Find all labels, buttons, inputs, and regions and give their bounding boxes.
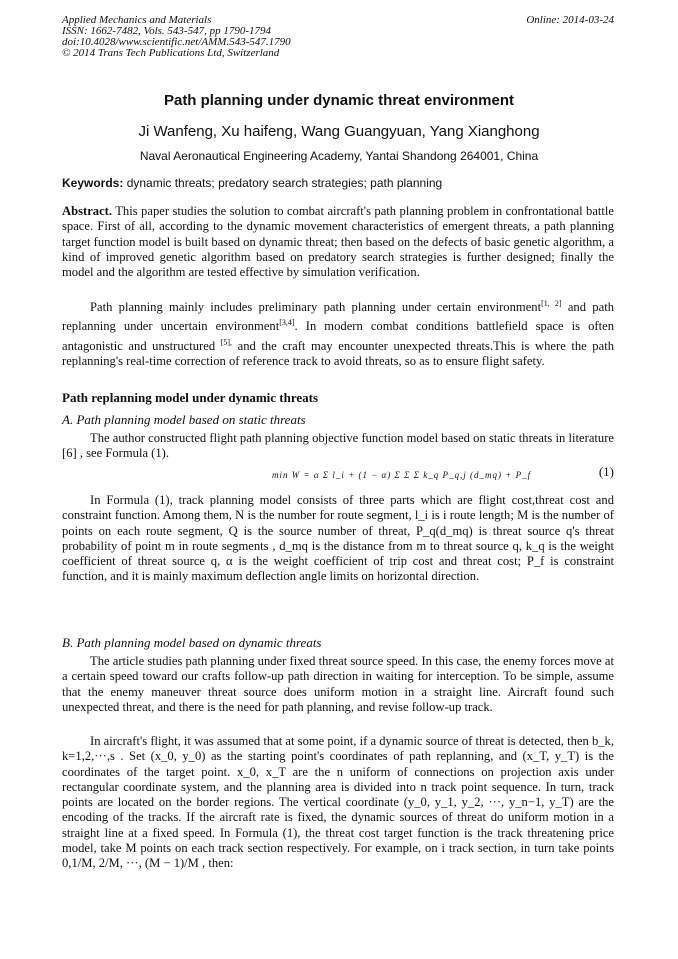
intro-text-3: . In modern combat conditions battlefield space is often antagonistic and unstructured (62, 319, 614, 354)
subsection-b-heading: B. Path planning model based on dynamic threats (62, 635, 322, 650)
intro-text-1: Path planning mainly includes preliminary path planning under certain environment (90, 300, 542, 315)
citation-2: [3,4] (279, 318, 295, 328)
journal-header (62, 15, 291, 59)
keywords-text: dynamic threats; predatory search strategies; path planning (126, 176, 443, 190)
affiliation: Naval Aeronautical Engineering Academy, Yantai Shandong 264001, China (139, 149, 539, 163)
online-date: Online: 2014-03-24 (526, 14, 614, 26)
keywords (62, 176, 442, 190)
subsection-a-heading: A. Path planning model based on static threats (62, 412, 306, 427)
paragraph-b2: In aircraft's flight, it was assumed that at some point, if a dynamic source of threat is detected, then b_k, k=1,2,···,s . Set (x_0, y_0) as the starting point's coordinates of path replanning, and (x_T, y_T) is the coordinates of the target point. x_0, x_T are the n uniform of connections on projection axis under rectangular coordinate system, and the planning area is divided into n track point sequence. In turn, track points are located on the border regions. The vertical coordinate (y_0, y_1, y_2, ···, y_n−1, y_T) are the encoding of the tracks. If the aircraft rate is fixed, the dynamic sources of threat do uniform motion in a straight line at a fixed speed. In Formula (1), the threat cost target function is the track threatening price model, take M points on each track section respectively. For example, on i track section, in turn take points 0,1/M, 2/M, ···, (M − 1)/M , then: (62, 734, 614, 871)
paragraph-a2: In Formula (1), track planning model consists of three parts which are flight cost,threat cost and constraint function. Among them, N is the number for route segment, l_i is i route length; M is the number of points on each route segment, Q is the source number of threat, P_q(d_mq) is threat source q's threat probability of point m in route segments , d_mq is the distance from m to threat source q, k_q is the weight coefficient of threat source q, α is the weight coefficient of trip cost and threat cost; P_f is constraint function, and it is mainly maximum deflection angle limits on horizontal direction. (62, 493, 614, 584)
citation-1: [1, 2] (541, 299, 562, 308)
keywords-label: Keywords: (62, 176, 124, 190)
formula-body: min W = α Σ l_i + (1 − α) Σ Σ Σ k_q P_q,j (d_mq) + P_f (272, 470, 532, 480)
paragraph-a: The author constructed flight path planning objective function model based on static threats in literature [6] , see Formula (1). (62, 431, 614, 461)
abstract (62, 204, 614, 280)
paper-title: Path planning under dynamic threat environment (163, 92, 515, 109)
formula-1 (62, 464, 614, 484)
section-heading: Path replanning model under dynamic threats (62, 390, 319, 405)
intro-paragraph (62, 296, 614, 370)
authors: Ji Wanfeng, Xu haifeng, Wang Guangyuan, Yang Xianghong (138, 123, 540, 140)
doi: doi:10.4028/www.scientific.net/AMM.543-547.1790 (62, 36, 291, 48)
citation-3: [5], (220, 337, 233, 347)
formula-number: (1) (598, 464, 614, 479)
issn: ISSN: 1662-7482, Vols. 543-547, pp 1790-1794 (62, 25, 271, 37)
journal-name: Applied Mechanics and Materials (62, 14, 212, 26)
abstract-text: This paper studies the solution to combat aircraft's path planning problem in confrontational battle space. First of all, according to the dynamic movement characteristics of emergent threats, a path planning target function model is built based on dynamic threat; then based on the defects of basic genetic algorithm, a kind of improved genetic algorithm based on predatory search strategies is further designed; finally the model and the algorithm are tested effective by simulation verification. (62, 204, 614, 280)
copyright: © 2014 Trans Tech Publications Ltd, Switzerland (62, 47, 280, 59)
intro-text-4: and the craft may encounter unexpected threats.This is where the path replanning's real-time correction of reference track to avoid threats, so as to ensure flight safety. (62, 339, 614, 369)
paragraph-b1: The article studies path planning under fixed threat source speed. In this case, the enemy forces move at a certain speed toward our crafts follow-up path direction in waiting for interception. To be simple, assume that the enemy maneuver threat source does uniform motion in a straight line. Aircraft found such unexpected threat, and there is the need for path planning, and revise follow-up track. (62, 654, 614, 714)
intro-text-2: and path replanning under uncertain environment (62, 300, 614, 334)
abstract-label: Abstract. (62, 204, 113, 218)
